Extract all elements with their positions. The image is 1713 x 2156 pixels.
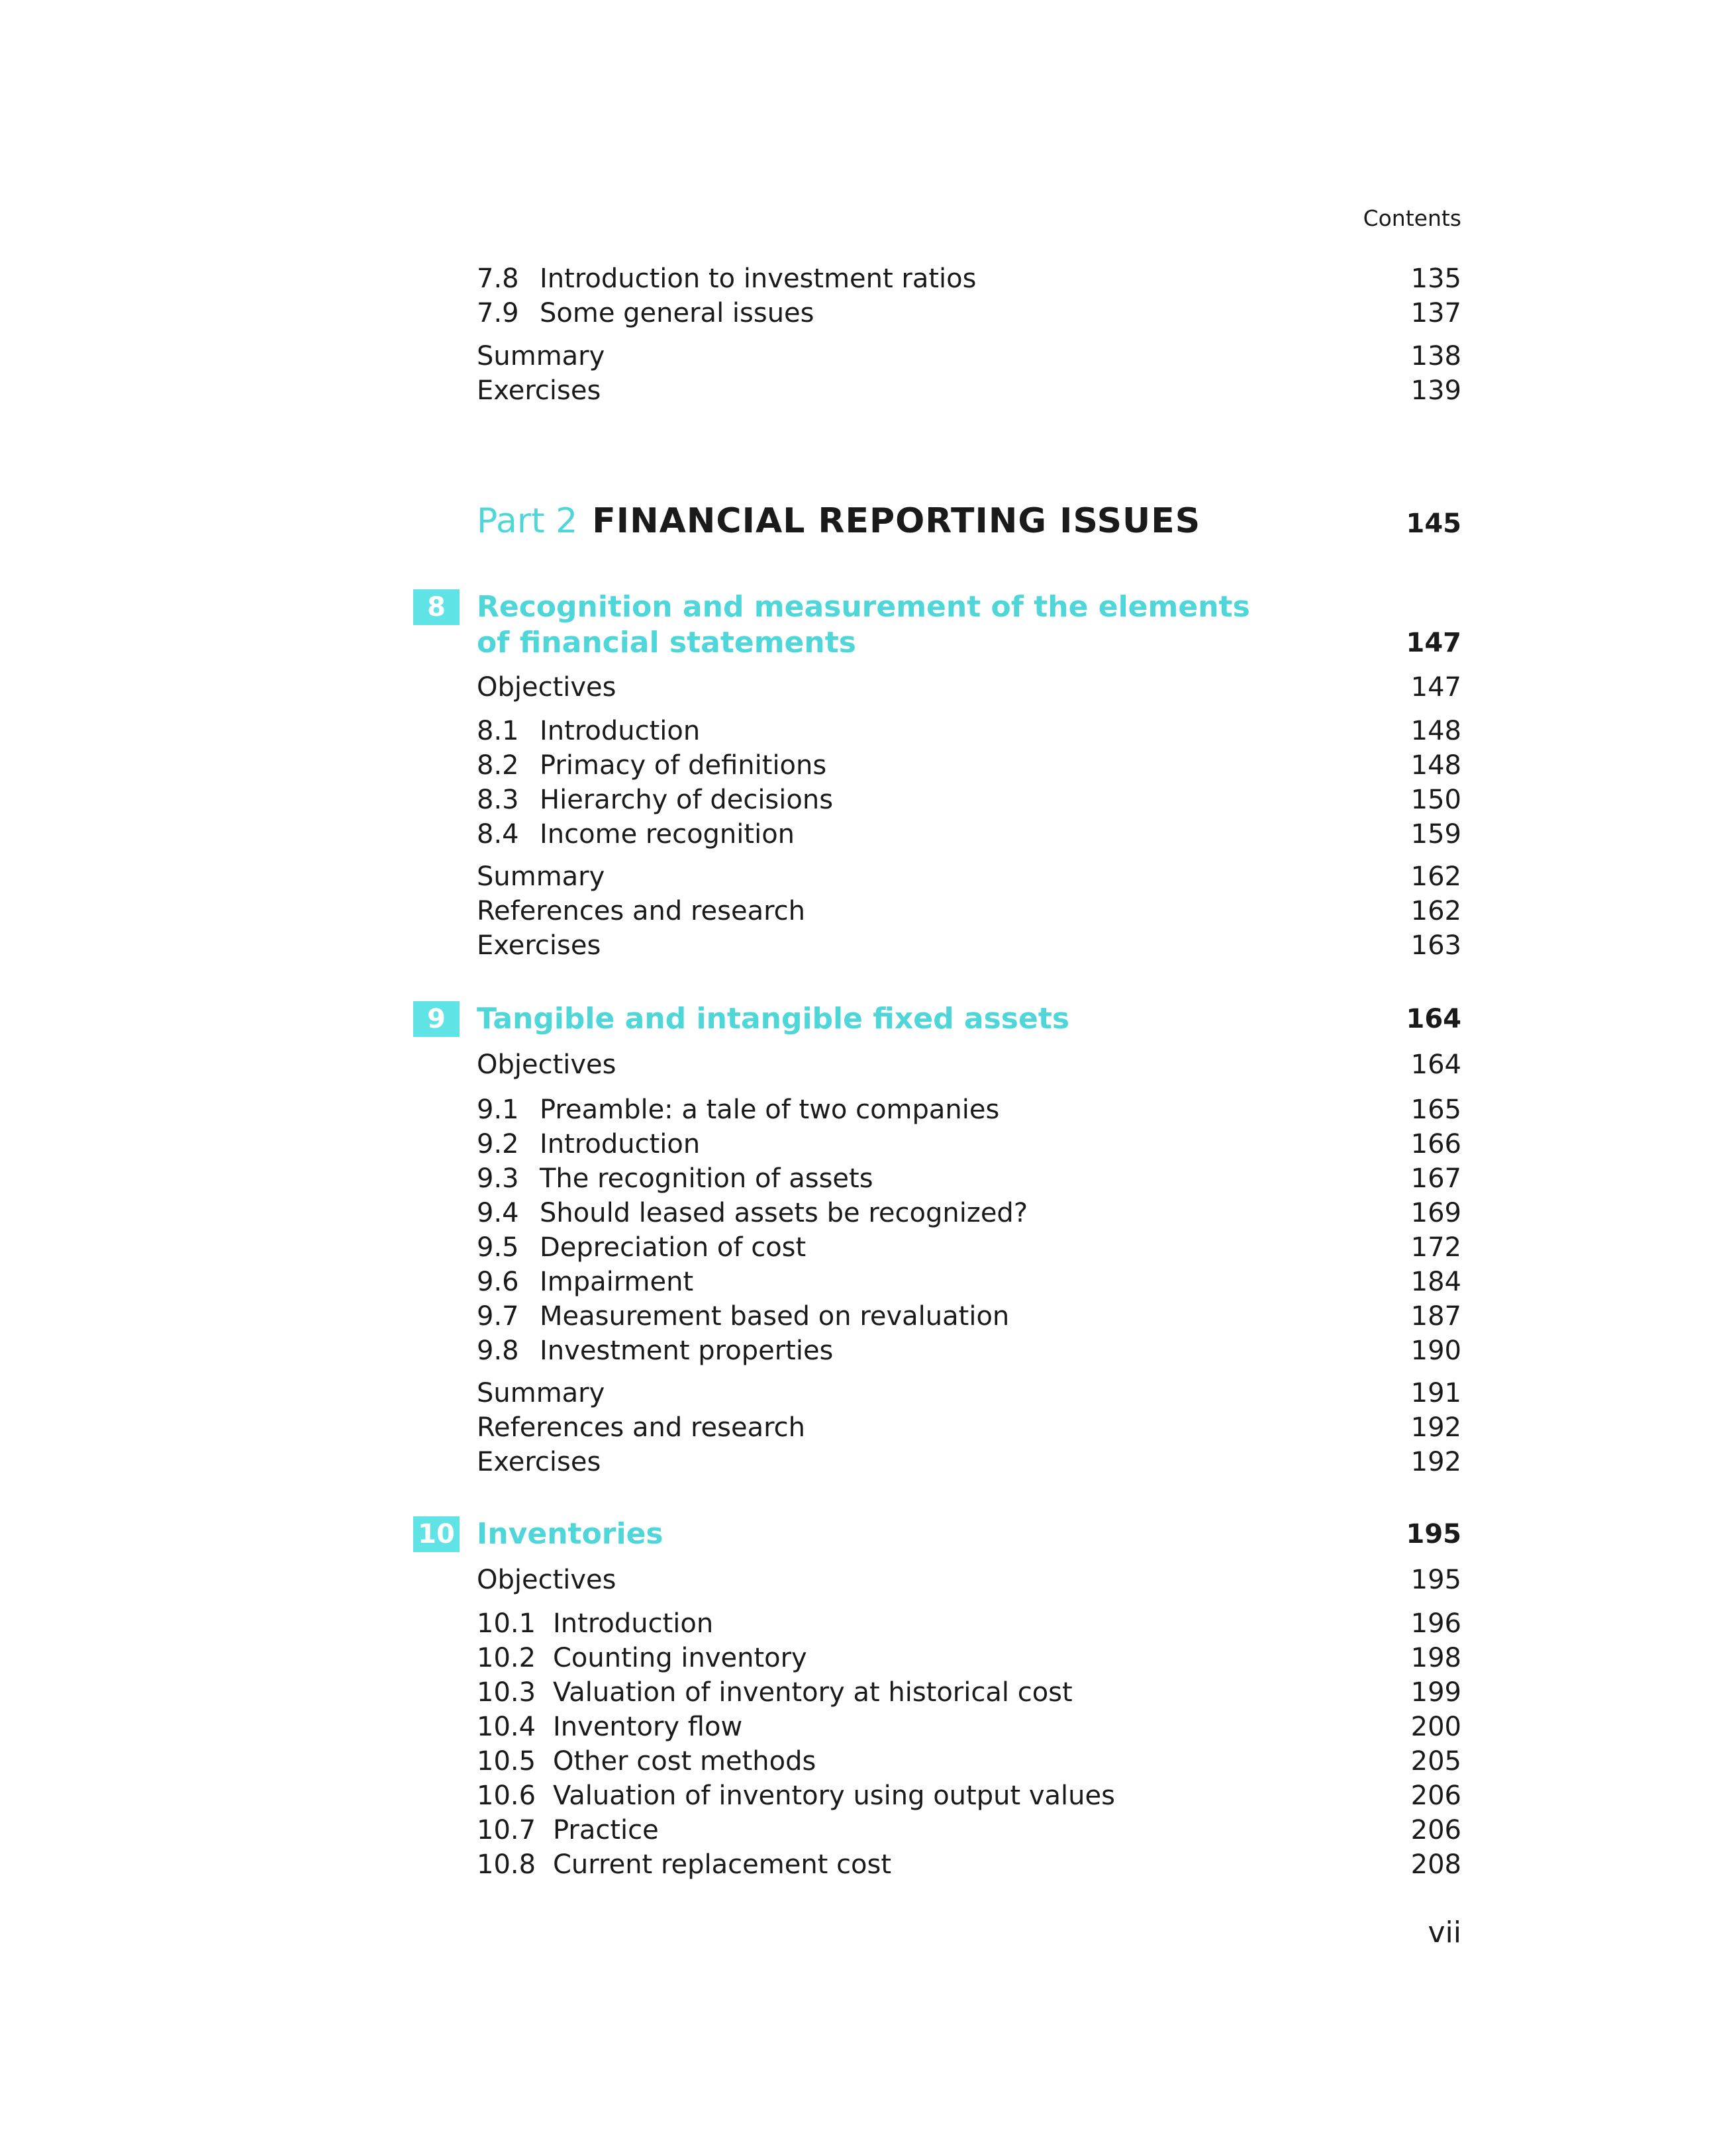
- chapter-number-badge: 9: [413, 1001, 460, 1037]
- section-title: Valuation of inventory at historical cost: [553, 1677, 1073, 1708]
- section-title: Inventory flow: [553, 1712, 743, 1742]
- toc-section-row[interactable]: [477, 1127, 1461, 1161]
- page-number: 206: [1410, 1781, 1461, 1811]
- page-number: 164: [1406, 1004, 1461, 1034]
- section-number: 9.5: [477, 1232, 519, 1263]
- page-number: 138: [1410, 341, 1461, 371]
- section-number: 9.6: [477, 1267, 519, 1297]
- part-heading[interactable]: [477, 498, 1461, 544]
- toc-section-row[interactable]: [477, 1230, 1461, 1265]
- toc-section-row[interactable]: [477, 1847, 1461, 1882]
- toc-section-row[interactable]: [477, 1779, 1461, 1813]
- section-number: 10.7: [477, 1815, 536, 1845]
- page-number: 167: [1410, 1163, 1461, 1194]
- chapter-heading[interactable]: [427, 1001, 1461, 1037]
- objectives-title: Objectives: [477, 1565, 616, 1595]
- page-number: 191: [1410, 1378, 1461, 1408]
- section-number: 8.4: [477, 819, 519, 850]
- section-number: 9.4: [477, 1198, 519, 1228]
- chapter-number-badge: 10: [413, 1516, 460, 1552]
- section-number: 9.3: [477, 1163, 519, 1194]
- extra-title: Summary: [477, 1378, 605, 1408]
- objectives-title: Objectives: [477, 672, 616, 703]
- page-number: 208: [1410, 1849, 1461, 1880]
- running-header: Contents: [1363, 205, 1461, 231]
- section-title: Primacy of definitions: [540, 750, 827, 781]
- page-number: 166: [1410, 1129, 1461, 1159]
- toc-extra-row[interactable]: [477, 1410, 1461, 1445]
- toc-extra-row[interactable]: [477, 1445, 1461, 1479]
- section-title: Depreciation of cost: [540, 1232, 807, 1263]
- section-title: Should leased assets be recognized?: [540, 1198, 1028, 1228]
- chapter-title-line1: Recognition and measurement of the elements: [477, 590, 1250, 624]
- section-title: Introduction to investment ratios: [540, 264, 977, 294]
- page-number: 162: [1410, 861, 1461, 892]
- page-number: 139: [1410, 375, 1461, 406]
- toc-section-row[interactable]: [477, 1606, 1461, 1641]
- toc-section-row[interactable]: [477, 1334, 1461, 1368]
- part-title: FINANCIAL REPORTING ISSUES: [592, 501, 1201, 541]
- toc-extra-row[interactable]: [477, 339, 1461, 373]
- page-number: 148: [1410, 716, 1461, 746]
- page-number: 198: [1410, 1643, 1461, 1673]
- chapter-number-badge: 8: [413, 589, 460, 625]
- extra-title: References and research: [477, 896, 805, 926]
- extra-title: References and research: [477, 1412, 805, 1443]
- page-number: 205: [1410, 1746, 1461, 1777]
- toc-objectives-row[interactable]: [477, 670, 1461, 705]
- page-number: 148: [1410, 750, 1461, 781]
- section-number: 8.2: [477, 750, 519, 781]
- toc-section-row[interactable]: [477, 1710, 1461, 1744]
- page-number: 190: [1410, 1336, 1461, 1366]
- section-number: 10.3: [477, 1677, 536, 1708]
- toc-section-row[interactable]: [477, 1265, 1461, 1299]
- page-number: 147: [1406, 628, 1461, 658]
- chapter-title-line1: Inventories: [477, 1517, 663, 1551]
- section-title: Other cost methods: [553, 1746, 816, 1777]
- page-number: 192: [1410, 1447, 1461, 1477]
- objectives-title: Objectives: [477, 1050, 616, 1080]
- page-number: 150: [1410, 785, 1461, 815]
- extra-title: Exercises: [477, 1447, 601, 1477]
- section-number: 7.9: [477, 298, 519, 328]
- section-title: Some general issues: [540, 298, 814, 328]
- page-number: 135: [1410, 264, 1461, 294]
- toc-section-row[interactable]: [477, 817, 1461, 852]
- extra-title: Exercises: [477, 375, 601, 406]
- page-number: 195: [1410, 1565, 1461, 1595]
- section-number: 8.3: [477, 785, 519, 815]
- page-number: 200: [1410, 1712, 1461, 1742]
- section-title: Income recognition: [540, 819, 795, 850]
- section-number: 10.1: [477, 1608, 536, 1639]
- page-number: 172: [1410, 1232, 1461, 1263]
- page-number: 192: [1410, 1412, 1461, 1443]
- page-number: 164: [1410, 1050, 1461, 1080]
- section-number: 9.1: [477, 1095, 519, 1125]
- chapter-title-line2: of financial statements: [477, 626, 856, 660]
- section-title: Practice: [553, 1815, 659, 1845]
- toc-objectives-row[interactable]: [477, 1048, 1461, 1082]
- chapter-heading[interactable]: [418, 1516, 1461, 1552]
- toc-section-row[interactable]: [477, 1161, 1461, 1196]
- toc-extra-row[interactable]: [477, 373, 1461, 408]
- toc-section-row[interactable]: [477, 1675, 1461, 1710]
- page-number: 199: [1410, 1677, 1461, 1708]
- page-number: 187: [1410, 1301, 1461, 1332]
- toc-section-row[interactable]: [477, 1196, 1461, 1230]
- section-number: 10.4: [477, 1712, 536, 1742]
- toc-section-row[interactable]: [477, 1299, 1461, 1334]
- page-number: 163: [1410, 930, 1461, 961]
- section-number: 9.2: [477, 1129, 519, 1159]
- page-number: 165: [1410, 1095, 1461, 1125]
- toc-section-row[interactable]: [477, 714, 1461, 748]
- page-number: 196: [1410, 1608, 1461, 1639]
- toc-section-row[interactable]: [477, 1641, 1461, 1675]
- toc-extra-row[interactable]: [477, 1376, 1461, 1410]
- section-title: The recognition of assets: [540, 1163, 873, 1194]
- section-title: Investment properties: [540, 1336, 834, 1366]
- page-number: 184: [1410, 1267, 1461, 1297]
- toc-objectives-row[interactable]: [477, 1563, 1461, 1597]
- section-title: Introduction: [553, 1608, 714, 1639]
- page-number: 145: [1406, 509, 1461, 539]
- section-title: Introduction: [540, 716, 701, 746]
- toc-section-row[interactable]: [477, 1093, 1461, 1127]
- page-number: 169: [1410, 1198, 1461, 1228]
- page-number: 162: [1410, 896, 1461, 926]
- extra-title: Summary: [477, 861, 605, 892]
- toc-section-row[interactable]: [477, 296, 1461, 330]
- extra-title: Exercises: [477, 930, 601, 961]
- section-number: 10.8: [477, 1849, 536, 1880]
- extra-title: Summary: [477, 341, 605, 371]
- chapter-heading[interactable]: [427, 589, 1461, 661]
- toc-section-row[interactable]: [477, 783, 1461, 817]
- section-title: Current replacement cost: [553, 1849, 892, 1880]
- toc-extra-row[interactable]: [477, 859, 1461, 894]
- section-number: 10.5: [477, 1746, 536, 1777]
- section-title: Valuation of inventory using output values: [553, 1781, 1115, 1811]
- page-number: 147: [1410, 672, 1461, 703]
- folio-page-number: vii: [1428, 1916, 1461, 1949]
- toc-section-row[interactable]: [477, 748, 1461, 783]
- section-title: Introduction: [540, 1129, 701, 1159]
- page-number: 195: [1406, 1519, 1461, 1549]
- toc-extra-row[interactable]: [477, 928, 1461, 963]
- section-number: 10.6: [477, 1781, 536, 1811]
- section-title: Hierarchy of decisions: [540, 785, 834, 815]
- page-number: 159: [1410, 819, 1461, 850]
- section-title: Counting inventory: [553, 1643, 807, 1673]
- section-title: Preamble: a tale of two companies: [540, 1095, 1000, 1125]
- toc-section-row[interactable]: [477, 1813, 1461, 1847]
- section-number: 8.1: [477, 716, 519, 746]
- page-number: 137: [1410, 298, 1461, 328]
- toc-extra-row[interactable]: [477, 894, 1461, 928]
- section-title: Impairment: [540, 1267, 694, 1297]
- chapter-title-line1: Tangible and intangible fixed assets: [477, 1002, 1070, 1036]
- section-number: 9.7: [477, 1301, 519, 1332]
- section-number: 9.8: [477, 1336, 519, 1366]
- section-title: Measurement based on revaluation: [540, 1301, 1010, 1332]
- toc-section-row[interactable]: [477, 262, 1461, 296]
- part-label: Part 2: [477, 501, 578, 541]
- section-number: 10.2: [477, 1643, 536, 1673]
- toc-section-row[interactable]: [477, 1744, 1461, 1779]
- page-number: 206: [1410, 1815, 1461, 1845]
- section-number: 7.8: [477, 264, 519, 294]
